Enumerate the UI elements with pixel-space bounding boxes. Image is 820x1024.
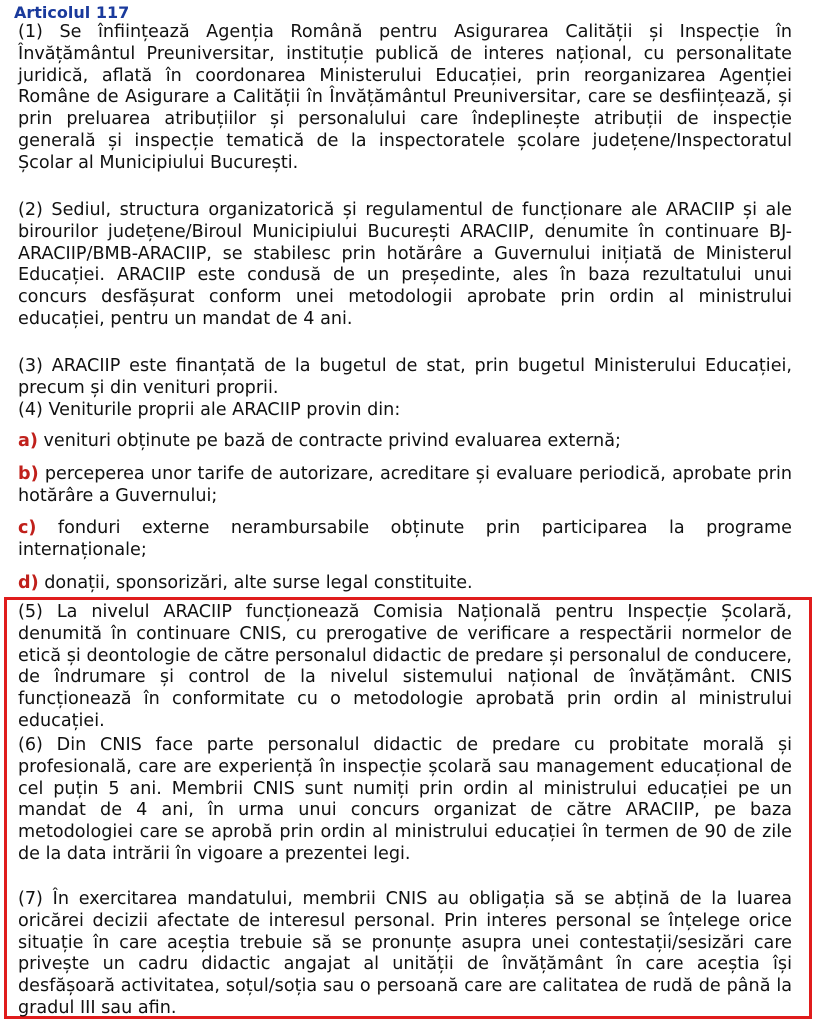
paragraph-2: (2) Sediul, structura organizatorică și regulamentul de funcționare ale ARACIIP și ale birourilor județene/Biroul Municipiului București ARACIIP, denumite în continuare BJ-ARACIIP/BMB-ARACIIP, se stabilesc prin hotărâre a Guvernului inițiată de Ministerul Educației. ARACIIP este condusă de un președinte, ales în baza rezultatului unui concurs desfășurat conform unei metodologii aprobate prin ordin al ministrului educației, pentru un mandat de 4 ani. (18, 200, 792, 329)
list-item-c (18, 518, 792, 562)
article-title: Articolul 117 (14, 3, 130, 22)
item-text: venituri obținute pe bază de contracte privind evaluarea externă; (43, 431, 621, 451)
paragraph-4: (4) Veniturile proprii ale ARACIIP provin din: (18, 400, 401, 420)
paragraph-3: (3) ARACIIP este finanțată de la bugetul de stat, prin bugetul Ministerului Educației, precum și din venituri proprii. (18, 356, 792, 398)
item-letter: c) (18, 518, 37, 538)
list-item-a (18, 431, 792, 453)
list-item-d (18, 573, 792, 595)
item-text: perceperea unor tarife de autorizare, acreditare și evaluare periodică, aprobate prin hotărâre a Guvernului; (18, 464, 792, 506)
item-letter: d) (18, 573, 39, 593)
list-item-b (18, 464, 792, 508)
paragraph-6: (6) Din CNIS face parte personalul didactic de predare cu probitate morală și profesională, care are experiență în inspecție școlară sau management educațional de cel puțin 5 ani. Membrii CNIS sunt numiți prin ordin al ministrului educației pe un mandat de 4 ani, în urma unui concurs organizat de către ARACIIP, pe baza metodologiei care se aprobă prin ordin al ministrului educației în termen de 90 de zile de la data intrării în vigoare a prezentei legi. (18, 735, 792, 864)
paragraph-1: (1) Se înființează Agenția Română pentru Asigurarea Calității și Inspecție în Învățământul Preuniversitar, instituție publică de interes național, cu personalitate juridică, aflată în coordonarea Ministerului Educației, prin reorganizarea Agenției Române de Asigurare a Calității în Învățământul Preuniversitar, care se desființează, și prin preluarea atribuțiilor și personalului care îndeplinește atribuții de inspecție generală și inspecție tematică de la inspectoratele școlare județene/Inspectoratul Școlar al Municipiului București. (18, 22, 792, 173)
paragraph-5: (5) La nivelul ARACIIP funcționează Comisia Națională pentru Inspecție Școlară, denumită în continuare CNIS, cu prerogative de verificare a respectării normelor de etică și deontologie de către personalul didactic de predare și personalul de conducere, de îndrumare și control de la nivelul sistemului național de învățământ. CNIS funcționează în conformitate cu o metodologie aprobată prin ordin al ministrului educației. (18, 602, 792, 731)
item-letter: b) (18, 464, 39, 484)
item-text: donații, sponsorizări, alte surse legal constituite. (44, 573, 473, 593)
paragraph-7: (7) În exercitarea mandatului, membrii CNIS au obligația să se abțină de la luarea oricărei decizii afectate de interesul personal. Prin interes personal se înțelege orice situație în care aceștia trebuie să se pronunțe asupra unei contestații/sesizări care privește un cadru didactic angajat al unității de învățământ în care aceștia își desfășoară activitatea, soțul/soția sau o persoană care are calitatea de rudă de până la gradul III sau afin. (18, 889, 792, 1018)
item-letter: a) (18, 431, 38, 451)
item-text: fonduri externe nerambursabile obținute prin participarea la programe internaționale; (18, 518, 792, 560)
